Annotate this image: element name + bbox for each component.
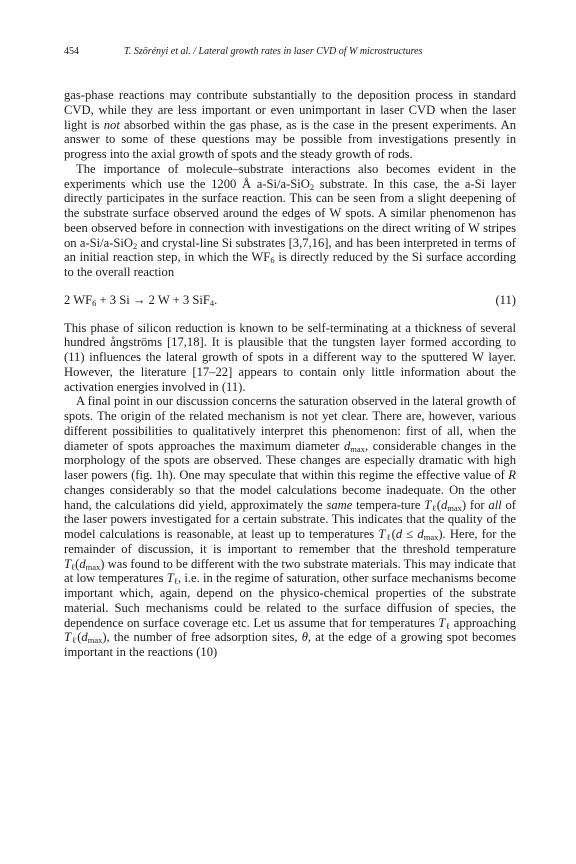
p4-n: ), the number of free adsorption sites,: [102, 630, 302, 645]
running-header: [64, 46, 516, 60]
p4-T4: T: [166, 571, 174, 586]
p4-f: ) for: [461, 497, 489, 512]
para1-text-c: absorbed within the gas phase, as is the case in the present experiments. An answer to some of these questions may be possible from investigations presently in progress into the axial growth of spots and the steady growth of rods.: [64, 117, 516, 161]
p4-l1: ℓ: [431, 502, 437, 513]
p4-i: ). Here, for the remainder of discussion, it is important to remember that the threshold temperature: [64, 527, 516, 556]
page-number: 454: [64, 46, 79, 57]
para2-sub-1: 2: [309, 181, 315, 192]
page: [64, 46, 516, 660]
p4-theta: θ: [301, 630, 308, 645]
p4-max4: max: [85, 561, 101, 572]
p4-a: A final point in our discussion concerns the saturation observed in the lateral growth of spots. The origin of the related mechanism is not yet clear. There are, however, various different possibilities to qualitatively interpret this phenomenon: first of all, when the diameter of spots approaches the maximum diameter: [64, 394, 516, 453]
p4-d2: d: [440, 497, 448, 512]
eq-part-c: + 3 Si → 2 W + 3 SiF: [96, 292, 210, 307]
p4-d4: d: [417, 527, 424, 541]
p4-T1: T: [424, 497, 432, 512]
p4-T2: T: [378, 527, 386, 541]
equation-number: (11): [495, 292, 516, 307]
para2-text-g: is directly reduced by the Si surface according to the overall reaction: [64, 250, 516, 279]
p4-l5: ℓ: [445, 620, 451, 631]
p4-d6: d: [81, 630, 88, 645]
equation-body: [64, 293, 217, 308]
p4-d5: d: [79, 556, 86, 571]
p4-b: , considerable changes in the morphology of the spots are observed. These changes are especially dramatic with high laser powers (fig. 1h). One may speculate that within this regime the effective value of: [64, 438, 516, 482]
p4-all: all: [488, 497, 502, 512]
p4-o: , at the edge of a growing spot becomes important in the reactions (10): [64, 630, 517, 659]
p4-T3: T: [64, 556, 72, 571]
p4-l3: ℓ: [71, 561, 76, 572]
para2-text-c: substrate. In this case, the a-Si layer directly participates in the surface reaction. This can be seen from a slight deepening of the substrate surface observed around the edges of W spots. A similar phenomenon has been observed before in connection with investigations on the direct writing of W stripes on a-Si/a-SiO: [64, 176, 516, 250]
p4-m: approaching: [450, 615, 516, 630]
para1-text-a: gas-phase reactions may contribute substantially to the deposition process in standard CVD, while they are less important or even unimportant in laser CVD when the laser light is: [64, 88, 516, 132]
p4-h: ≤: [402, 527, 418, 541]
paragraph-4: A final point in our discussion concerns the saturation observed in the lateral growth of spots. The origin of the related mechanism is not yet clear. There are, however, various different possibilities to qualitatively interpret this phenomenon: first of all, when the diameter of spots approaches the maximum diameter $d_{max}$, considerable changes in the morphology of the spots are observed. These changes are especially dramatic with high laser powers (fig. 1h). One may speculate that within this regime the effective value of R changes considerably so that the model calculations become inadequate. On the other hand, the calculations did yield, approximately the same tempera-ture $T_\ell(d_{max})$ for all of the laser powers investigated for a certain substrate. This indicates that the quality of the model calculations is reasonable, at least up to temperatures $T_\ell(d \le d_{max})$. Here, for the remainder of discussion, it is important to remember that the threshold temperature $T_\ell(d_{max})$ was found to be different with the two substrate materials. This may indicate that at low temperatures $T_\ell$, i.e. in the regime of saturation, other surface mechanisms become important which, again, depend on the physico-chemical properties of the substrate material. Such mechanisms could be related to the surface diffusion of species, the dependence on surface coverage etc. Let us assume that for temperatures $T_\ell$ approaching $T_\ell(d_{max})$, the number of free adsorption sites, θ, at the edge of a growing spot becomes important in the reactions (10): [64, 394, 517, 659]
p4-l6: ℓ: [71, 635, 78, 646]
para1-emphasis: not: [103, 117, 120, 132]
p4-e: tempera-ture: [352, 497, 425, 512]
para2-sub-3: 6: [270, 255, 275, 266]
p4-l4: ℓ: [173, 576, 178, 587]
p4-d3: d: [395, 527, 403, 541]
running-title: T. Szörényi et al. / Lateral growth rates in laser CVD of W microstructures: [124, 46, 423, 57]
p4-same: same: [326, 497, 353, 512]
p4-j: ) was found to be different with the two substrate materials. This may indicate that at low temperatures: [64, 556, 516, 586]
eq-sub-1: 6: [92, 297, 97, 308]
p4-max3: max: [423, 532, 439, 542]
p4-max5: max: [87, 635, 103, 646]
p4-T6: T: [64, 630, 72, 645]
p4-l2: ℓ: [385, 532, 392, 542]
p4-c: changes considerably so that the model calculations become inadequate. On the other hand, the calculations did yield, approximately the: [64, 482, 516, 512]
equation-11: [64, 293, 516, 308]
para2-sub-2: 2: [133, 240, 138, 251]
eq-period: .: [214, 292, 218, 307]
p4-max2: max: [447, 502, 462, 513]
p4-g: of the laser powers investigated for a certain substrate. This indicates that the quality of the model calculations is reasonable, at least up to temperatures: [64, 497, 516, 541]
eq-sub-2: 4: [209, 297, 215, 308]
p4-max1: max: [350, 443, 365, 454]
p4-k: , i.e. in the regime of saturation, other surface mechanisms become important which, again, depend on the physico-chemical properties of the substrate material. Such mechanisms could be related to the surface diffusion of species, the dependence on surface coverage etc. Let us assume that for temperatures: [64, 571, 516, 630]
eq-part-a: 2 WF: [64, 292, 93, 307]
p4-R: R: [508, 468, 516, 482]
paragraph-3: This phase of silicon reduction is known to be self-terminating at a thickness of several hundred ångströms [17,18]. It is plausible that the tungsten layer formed according to (11) influences the lateral growth of spots in a different way to the sputtered W layer. However, the literature [17–22] appears to contain only little information about the activation energies involved in (11).: [64, 320, 516, 394]
para2-text-e: and crystal-line Si substrates [3,7,16], and has been interpreted in terms of an initial reaction step, in which the WF: [64, 235, 516, 265]
paragraph-2: [64, 162, 516, 280]
para2-text-a: The importance of molecule–substrate interactions also becomes evident in the experiments which use the 1200 Å a-Si/a-SiO: [64, 161, 516, 191]
p4-T5: T: [438, 615, 446, 630]
p4-d1: d: [344, 438, 351, 453]
paragraph-1: [64, 88, 516, 162]
